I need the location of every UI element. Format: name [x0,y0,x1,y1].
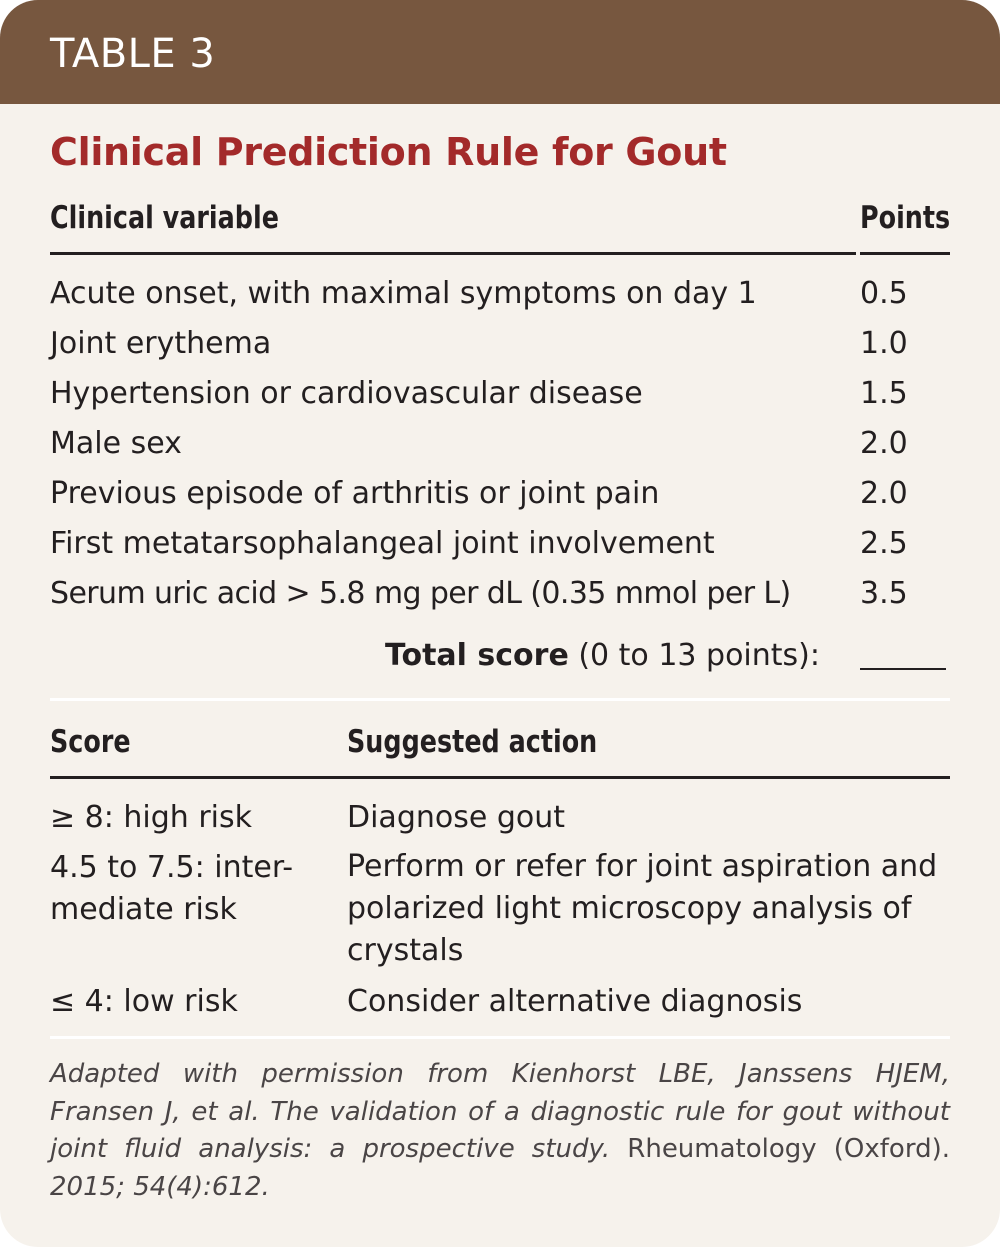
total-score-label [385,636,820,676]
total-score-range: (0 to 13 points): [568,638,820,673]
footnote-citation: 2015; 54(4):612. [50,1171,270,1202]
total-score-blank [860,668,946,670]
action-cell: Diagnose gout [347,800,566,835]
action-cell: Perform or refer for joint aspiration and polarized light microscopy analysis of crystals [347,849,938,968]
footnote-italic: Adapted with permission from Kienhorst LBE, Janssens HJEM, Fransen J, et al. The validation of a diagnostic rule for gout without joint fluid analysis: a prospective study. [50,1059,950,1164]
variable-cell: Male sex [50,426,182,461]
variable-cell: Previous episode of arthritis or joint pain [50,476,660,511]
points-cell: 3.5 [860,576,908,611]
column-header-clinical-variable: Clinical variable [50,200,279,236]
header-rule-variable [50,252,856,255]
table-title: Clinical Prediction Rule for Gout [50,130,727,174]
variable-cell: Acute onset, with maximal symptoms on day 1 [50,276,757,311]
points-cell: 1.5 [860,376,908,411]
variable-cell: Serum uric acid > 5.8 mg per dL (0.35 mmol per L) [50,576,791,611]
total-score-bold: Total score [385,638,569,673]
source-footnote [50,1056,950,1206]
points-cell: 0.5 [860,276,908,311]
variable-cell: Hypertension or cardiovascular disease [50,376,643,411]
points-cell: 2.0 [860,476,908,511]
header-rule-points [860,252,950,255]
score-cell: ≥ 8: high risk [50,800,253,835]
table-header-band [0,0,1000,104]
action-cell: Consider alternative diagnosis [347,984,803,1019]
score-cell: ≤ 4: low risk [50,984,238,1019]
points-cell: 1.0 [860,326,908,361]
score-cell-line: mediate risk [50,892,237,927]
points-cell: 2.0 [860,426,908,461]
header-rule-action [50,776,950,779]
column-header-score: Score [50,724,131,760]
column-header-suggested-action: Suggested action [347,724,598,760]
variable-cell: Joint erythema [50,326,272,361]
table-number-label: TABLE 3 [50,31,216,77]
column-header-points: Points [860,200,951,236]
score-cell-line: 4.5 to 7.5: inter- [50,850,294,885]
footnote-journal: Rheumatology (Oxford). [610,1134,950,1164]
section-divider [50,698,950,701]
footer-divider [50,1036,950,1039]
variable-cell: First metatarsophalangeal joint involvement [50,526,715,561]
points-cell: 2.5 [860,526,908,561]
